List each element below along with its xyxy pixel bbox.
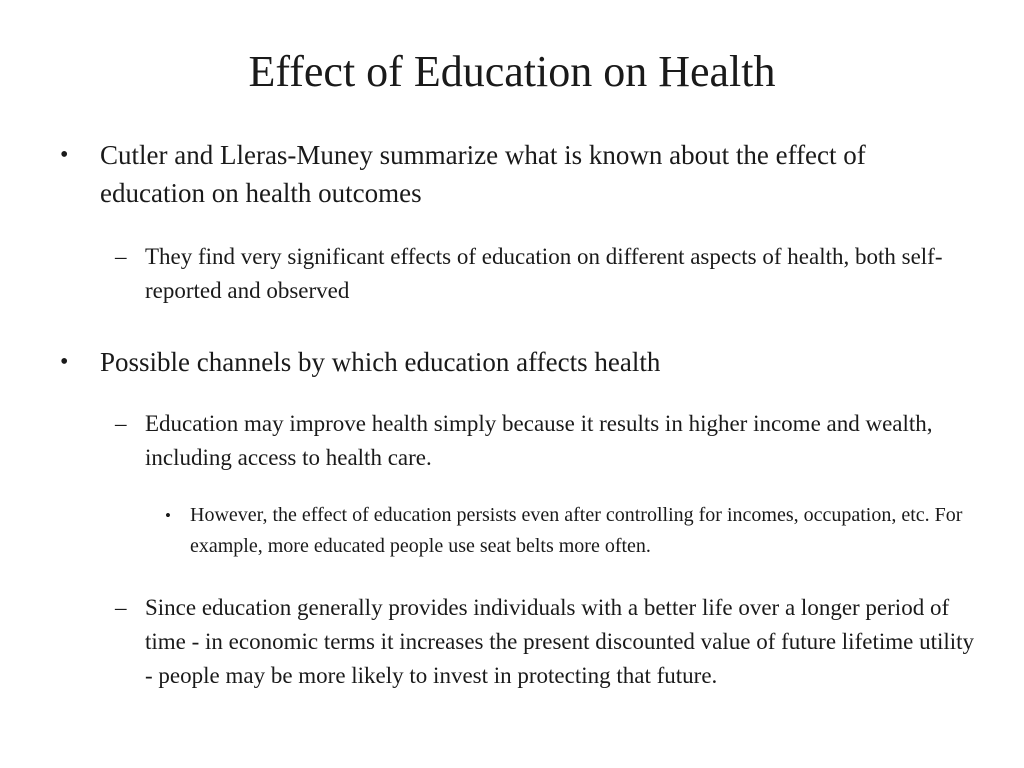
sub-bullet-text: Education may improve health simply because it results in higher income and wealth, including access to health care.: [145, 411, 933, 470]
bullet-marker: •: [60, 142, 69, 168]
bullet-item: [60, 343, 960, 381]
dash-marker: –: [115, 411, 127, 436]
slide-title: Effect of Education on Health: [248, 47, 776, 96]
sub-bullet-item: [115, 591, 975, 693]
bullet-text: Cutler and Lleras-Muney summarize what is known about the effect of education on health outcomes: [100, 140, 866, 208]
bullet-text: Possible channels by which education affects health: [100, 347, 661, 377]
bullet-item: [60, 136, 960, 212]
bullet-marker: •: [60, 349, 69, 375]
sub-bullet-item: [115, 407, 975, 475]
sub-sub-bullet-text: However, the effect of education persists even after controlling for incomes, occupation, etc. For example, more educated people use seat belts more often.: [190, 504, 963, 557]
dash-marker: –: [115, 595, 127, 620]
sub-bullet-item: [115, 240, 975, 308]
sub-sub-bullet-item: [165, 500, 985, 562]
sub-bullet-text: Since education generally provides individuals with a better life over a longer period of time - in economic terms it increases the present discounted value of future lifetime utility - people may be more likely to invest in protecting that future.: [145, 595, 975, 688]
bullet-marker: •: [165, 506, 171, 525]
sub-bullet-text: They find very significant effects of education on different aspects of health, both self-reported and observed: [145, 244, 943, 303]
dash-marker: –: [115, 244, 127, 269]
